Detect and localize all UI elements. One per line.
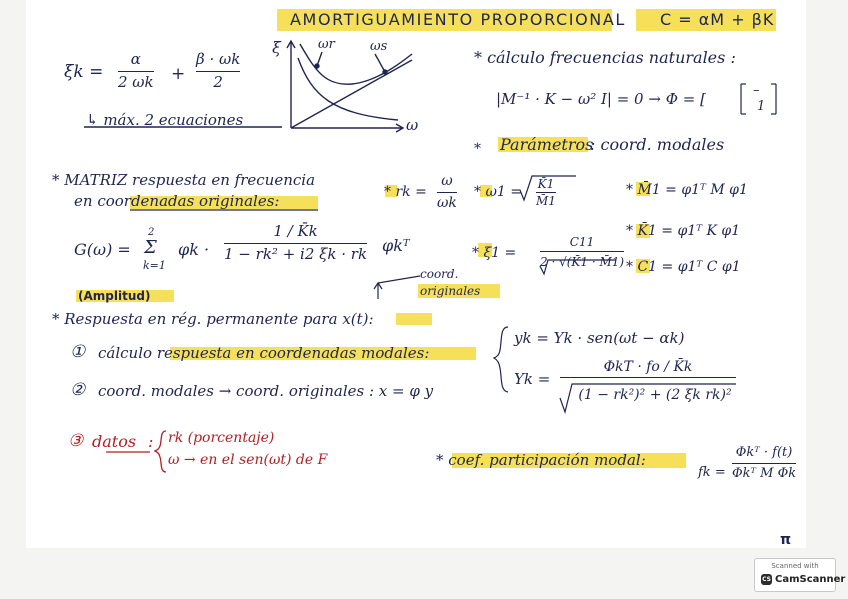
coord-label-2: originales <box>420 284 481 298</box>
params-heading: Parámetros <box>500 135 594 154</box>
camscanner-badge <box>754 558 846 592</box>
coord-label-1: coord. <box>420 267 459 281</box>
datos-line1: rk (porcentaje) <box>168 430 275 446</box>
rk-lhs: * rk = <box>384 184 427 200</box>
step1-num: ① <box>70 342 86 362</box>
fk-den: Φkᵀ M Φk <box>732 466 797 482</box>
rk-num: ω <box>441 173 453 189</box>
datos-line2: ω → en el sen(ωt) de F <box>168 452 328 468</box>
graph-ws-label: ωs <box>370 39 388 54</box>
step1-line <box>98 346 429 361</box>
omega1-den: M̄1 <box>536 194 556 209</box>
g-num: 1 / K̄k <box>273 222 318 240</box>
fk-fraction <box>732 446 796 480</box>
natural-freq-equation-visible <box>496 92 706 107</box>
xi1-fraction <box>540 236 624 268</box>
coord-arrow-tail <box>378 276 420 283</box>
amplitud-label: (Amplitud) <box>78 289 151 303</box>
ws-marker <box>375 54 385 72</box>
params-bullet: * <box>474 141 481 157</box>
step2-num: ② <box>70 380 86 400</box>
sum-top: 2 <box>148 227 155 238</box>
step2-text: coord. modales → coord. originales : x = φ y <box>98 382 434 400</box>
datos-colon: : <box>148 432 154 451</box>
respuesta-c: : <box>368 310 374 328</box>
rk-den: ωk <box>437 195 457 212</box>
graph-y-label: ξ <box>272 38 281 57</box>
params-rest: : coord. modales <box>590 135 725 154</box>
datos-num: ③ <box>68 431 84 451</box>
coef-label: coef. participación modal <box>448 451 641 469</box>
step1-a: cálculo <box>98 344 157 362</box>
matrix-line2 <box>74 194 279 209</box>
yk-lhs: Yk = <box>514 370 551 388</box>
g-tail: φkᵀ <box>382 236 410 255</box>
natural-freq-eq-text: |M⁻¹ · K − ω² I| = 0 → Φ = [ <box>496 90 706 108</box>
yk-equation: yk = Yk · sen(ωt − αk) <box>514 329 685 347</box>
modal-k1: * K̄1 = φ1ᵀ K φ1 <box>626 223 741 239</box>
wr-point <box>315 64 319 68</box>
step1-c: : <box>424 344 430 362</box>
beta-line <box>291 60 412 128</box>
g-lhs: G(ω) = <box>74 240 131 259</box>
yk-fraction <box>560 360 736 402</box>
natural-freq-heading: * cálculo frecuencias naturales : <box>474 48 736 67</box>
yk-den: (1 − rk²)² + (2 ξk rk)² <box>578 387 732 404</box>
max-equations-note: ↳ máx. 2 ecuaciones <box>86 111 244 129</box>
matrix-line2a: en <box>74 192 98 210</box>
xi1-num: C11 <box>569 235 595 249</box>
datos-brace <box>155 431 166 472</box>
beta-num: β · ωk <box>196 50 241 68</box>
xi1-lhs: * ξ1 = <box>472 245 517 261</box>
modal-c1: * C1 = φ1ᵀ C φ1 <box>626 259 741 275</box>
g-fraction <box>224 224 367 262</box>
omega1-num: K̄1 <box>537 177 555 191</box>
g-den: 1 − rk² + i2 ξk · rk <box>224 245 368 264</box>
yk-brace <box>494 327 508 392</box>
damping-formula: C = αM + βK <box>660 10 775 29</box>
beta-den: 2 <box>213 73 223 92</box>
respuesta-a: * Respuesta en rég. permanente para <box>52 310 343 328</box>
xi1-den: 2 · √(K̄1 · M̄1) <box>540 255 625 270</box>
page-title: AMORTIGUAMIENTO PROPORCIONAL <box>290 10 626 29</box>
fk-lhs: fk = <box>698 465 726 480</box>
yk-num: ΦkT · fo / K̄k <box>603 359 693 375</box>
camscanner-name: CamScanner <box>775 574 846 585</box>
rk-fraction <box>437 174 457 210</box>
respuesta-line <box>52 312 374 327</box>
coef-a: * <box>436 451 449 469</box>
graph-wr-label: ωr <box>318 37 335 52</box>
omega1-lhs: * ω1 = <box>474 184 522 200</box>
modal-m1: * M̄1 = φ1ᵀ M φ1 <box>626 182 748 198</box>
alpha-num: α <box>130 50 141 68</box>
page-mark: π <box>780 532 792 548</box>
fk-num: Φkᵀ · f(t) <box>735 445 793 460</box>
step1-b: respuesta en coordenadas modales <box>156 344 425 362</box>
sum-symbol: Σ <box>144 237 157 258</box>
plus-sign: + <box>171 64 186 84</box>
scanned-with-text: Scanned with <box>771 562 819 570</box>
vec-top: – <box>753 83 760 98</box>
datos-label: datos <box>92 432 137 451</box>
omega1-fraction <box>536 178 556 207</box>
respuesta-xt: x(t) <box>342 310 369 328</box>
phi-k: φk · <box>178 240 210 259</box>
matrix-coord-originales: coordenadas originales <box>97 192 275 210</box>
ws-point <box>383 70 387 74</box>
vec-bottom: 1 <box>757 99 766 114</box>
damping-lhs: ξk = <box>64 62 104 82</box>
coef-line <box>436 453 646 468</box>
graph-x-label: ω <box>406 116 419 134</box>
matrix-line1: * MATRIZ respuesta en frecuencia <box>52 171 316 189</box>
sum-bottom: k=1 <box>143 259 166 272</box>
alpha-den: 2 ωk <box>118 73 154 92</box>
camscanner-logo-icon: CS <box>762 576 771 583</box>
matrix-line2c: : <box>274 192 280 210</box>
coef-c: : <box>640 451 646 469</box>
